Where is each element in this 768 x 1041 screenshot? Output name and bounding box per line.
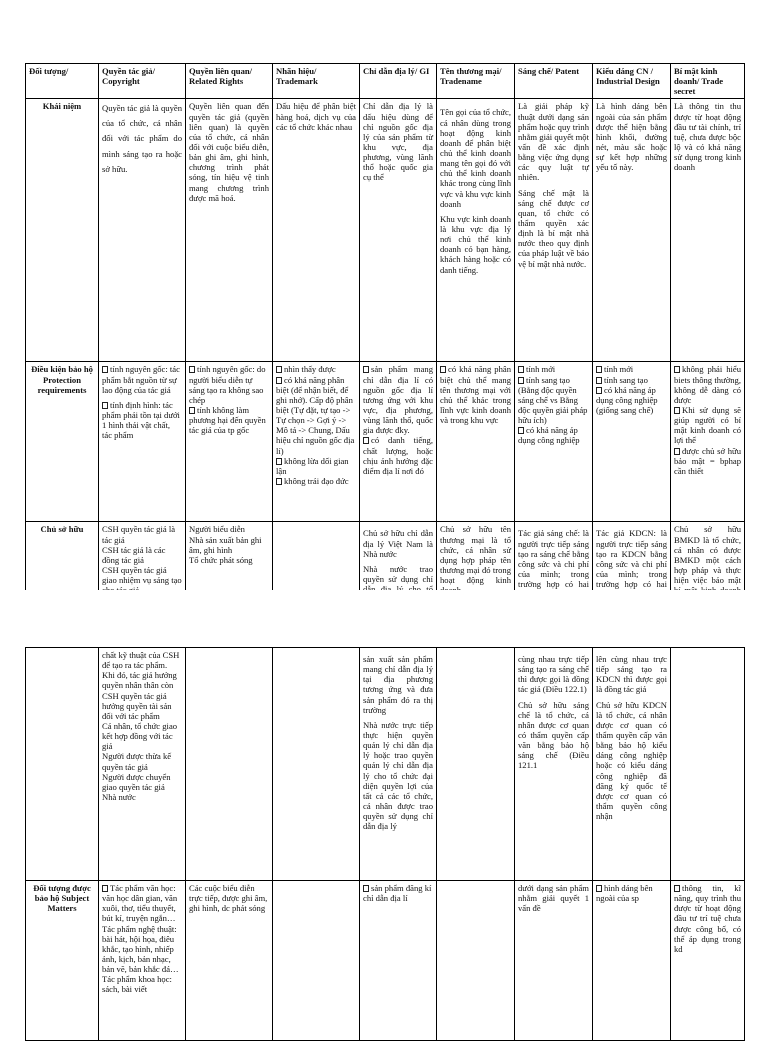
cell-paragraph: Chỉ dẫn địa lý là dấu hiệu dùng để chỉ nguồn gốc địa lý của sản phẩm từ khu vực, địa phương, vùng lãnh thổ hoặc quốc gia cụ thể [363,101,433,183]
checkbox-icon [276,377,282,384]
cell-paragraph: tính mới [596,364,667,374]
cell-paragraph: dưới dạng sản phẩm nhằm giải quyết 1 vấn đề [518,883,589,914]
cell-paragraph: tính nguyên gốc: tác phẩm bắt nguồn từ sự lao động của tác giả [102,364,180,395]
cell-paragraph: Nhà sản xuất bản ghi âm, ghi hình [189,534,262,555]
checkbox-icon [102,885,108,892]
cell-paragraph: sản phẩm mang chỉ dẫn địa lí có nguồn gốc địa lí tương ứng với khu vực, địa phương, vùng lãnh thổ, quốc gia được đky. [363,364,433,436]
cell-paragraph: Là hình dáng bên ngoài của sản phẩm được thể hiện bằng hình khối, đường nét, màu sắc hoặc sự kết hợp những yếu tố này. [596,101,667,173]
table-cell [360,648,437,881]
cell-paragraph: tính định hình: tác phẩm phải tồn tại dưới 1 hình thái vật chất, tác phẩm [102,399,180,441]
cell-paragraph: CSH quyền tác giả giao nhiệm vụ sáng tạo [102,564,182,586]
cell-paragraph: Tác giả sáng chế: là người trực tiếp sáng tạo ra sáng chế bằng công sức và chi phí của mình; trong trường hợp có hai [518,528,589,590]
cell-paragraph: nhìn thấy được [276,364,356,374]
cell-paragraph: Chủ sở hữu chỉ dẫn địa lý Việt Nam là Nhà nước [363,528,433,559]
table-cell [593,881,671,1041]
checkbox-icon [276,366,282,373]
checkbox-icon [518,366,524,373]
table-row-protection-requirements [26,362,745,522]
cell-paragraph: Chủ sở hữu sáng chế là tổ chức, cá nhân được cơ quan có thẩm quyền cấp văn bằng bảo hộ sáng chế (Điều 121.1 [518,699,589,771]
table-cell [515,881,593,1041]
checkbox-icon [596,885,602,892]
table-row-owner-continued [26,648,745,881]
cell-paragraph: Người được thừa kế quyền tác giả [102,751,172,772]
table-cell [99,362,186,522]
cell-paragraph: có khả năng phân biệt (để nhận biết, để ghi nhớ). Cấp độ phân biệt (Tự đặt, tự tạo -> Tự chọn -> Gợi ý -> Mô tả -> Chung, Dấu hiệu chỉ nguồn gốc địa lí) [276,374,355,456]
cell-paragraph: tính sang tạo (Bằng độc quyền sáng chế vs Bằng độc quyền giải pháp hữu ích) [518,374,588,426]
ip-comparison-table-page1 [25,63,745,624]
cell-paragraph: Dấu hiệu để phân biệt hàng hoá, dịch vụ của các tổ chức khác nhau [276,101,356,132]
cell-paragraph: Quyền tác giả là quyền của tổ chức, cá nhân đối với tác phẩm do mình sáng tạo ra hoặc sở hữu. [102,103,182,174]
checkbox-icon [363,437,369,444]
table-cell [671,648,745,881]
cell-paragraph: Chủ sở hữu KDCN là tổ chức, cá nhân được cơ quan có thẩm quyền cấp văn bằng bảo hộ kiểu dáng công nghiệp hoặc có kiểu dáng công nghiệp đã đăng ký quốc tế được cơ quan có thẩm quyền công nhận [596,699,667,822]
cell-paragraph: Nhà nước trao quyền sử dụng chỉ [363,563,433,584]
table-cell [671,881,745,1041]
cell-paragraph: Quyền liên quan đến quyền tác giả (quyền liên quan) là quyền của tổ chức, cá nhân đối với cuộc biểu diễn, bản ghi âm, ghi hình, chương trình phát sóng, tín hiệu vệ tinh mang chương trình được mã hoá. [189,101,269,203]
cell-paragraph: sản phẩm đăng kí chỉ dẫn địa lí [363,883,432,904]
cell-paragraph: Chủ sở hữu tên thương mại là tổ chức, cá nhân sử dụng hợp pháp tên thương mại đó trong hoạt động kinh [440,524,511,586]
cell-paragraph: được chủ sở hữu bảo mật = bphap cần thiết [674,445,741,476]
table-cell [99,648,186,881]
table-cell [593,648,671,881]
cell-paragraph: tính nguyên gốc: do người biểu diễn tự sáng tạo ra không sao chép [189,364,266,405]
cell-paragraph: có khả năng áp dụng công nghiệp [518,425,580,446]
cell-paragraph: Cá nhân, tổ chức giao kết hợp đồng với tác giả [102,720,178,752]
header-cell: Kiểu dáng CN / Industrial Design [593,64,671,99]
cell-paragraph: không lừa dối gian lận [276,455,349,476]
cell-paragraph: chất kỹ thuật của CSH để tạo ra tác phẩm. Khi đó, tác giả hưởng quyền nhân thân còn CSH quyền tác giả hưởng quyền tài sản đối với tác phẩm [102,650,180,721]
table-row-subject-matters [26,881,745,1041]
checkbox-icon [440,366,446,373]
table-cell [360,99,437,362]
table-cell [99,881,186,1041]
table-cell [186,362,273,522]
header-cell: Đối tượng/ [26,64,99,99]
table-cell [593,362,671,522]
cell-paragraph: Sáng chế mật là sáng chế được cơ quan, tổ chức có thẩm quyền xác định là bí mật nhà nước theo quy định của pháp luật về bảo vệ bí mật nhà nước. [518,187,589,269]
checkbox-icon [596,377,602,384]
cell-paragraph: Nhà nước [102,791,136,802]
table-cell [273,362,360,522]
header-cell: Quyền liên quan/ Related Rights [186,64,273,99]
checkbox-icon [596,366,602,373]
table-cell [360,362,437,522]
table-header-row [26,64,745,99]
row-label: Chủ sở hữu [26,522,99,624]
checkbox-icon [674,448,680,455]
checkbox-icon [674,885,680,892]
cell-paragraph: Là thông tin thu được từ hoạt động đầu tư tài chính, trí tuệ, chưa được bộc lộ và có khả năng sử dụng trong kinh doanh [674,101,741,173]
cell-paragraph: lên cùng nhau trực tiếp sáng tạo ra KDCN thì được gọi là đồng tác giả [596,654,667,695]
cell-paragraph: tính sang tạo [596,375,667,385]
table-cell [186,648,273,881]
table-cell [437,881,515,1041]
checkbox-icon [674,407,680,414]
table-cell [360,881,437,1041]
table-cell [671,362,745,522]
ip-comparison-table-page2 [25,647,745,1041]
cell-paragraph: Nhà nước trực tiếp thực hiện quyền quản lý chỉ dẫn địa lý hoặc trao quyền quản lý chỉ dẫn địa lý cho tổ chức đại diện quyền lợi của tất cả các tổ chức, cá nhân được trao quyền sử dụng chỉ dẫn địa lý [363,719,433,832]
checkbox-icon [596,387,602,394]
checkbox-icon [189,366,195,373]
cell-paragraph: Tác phẩm nghệ thuật: bài hát, hội họa, điêu khắc, tạo hình, nhiếp ảnh, kịch, bản nhạc, bản vẽ, bản khắc đá… [102,923,179,975]
table-cell [515,648,593,881]
checkbox-icon [102,402,108,409]
table-cell [515,99,593,362]
table-cell [273,648,360,881]
cell-paragraph: có khả năng áp dụng công nghiệp (giống sang chế) [596,384,658,415]
cell-paragraph: hình dáng bên ngoài của sp [596,883,653,904]
header-cell: Tên thương mại/ Tradename [437,64,515,99]
cell-paragraph: Người được chuyển giao quyền tác giả [102,771,171,792]
cell-paragraph: thông tin, kĩ năng, quy trình thu được từ hoạt động đầu tư trí tuệ chưa được công bố, có thể áp dụng trong kd [674,883,741,954]
cell-paragraph: Khu vực kinh doanh là khu vực địa lý nơi chủ thể kinh doanh có bạn hàng, khách hàng hoặc có danh tiếng. [440,213,511,275]
table-cell [437,362,515,522]
cell-paragraph: Là giải pháp kỹ thuật dưới dạng sản phẩm hoặc quy trình nhằm giải quyết một vấn đề xác định bằng việc ứng dụng các quy luật tự nhiên. [518,101,589,183]
header-cell: Sáng chế/ Patent [515,64,593,99]
checkbox-icon [102,366,108,373]
table-cell [437,648,515,881]
checkbox-icon [276,478,282,485]
cell-paragraph: Khi sử dụng sẽ giúp người có bí mật kinh doanh có lợi thế [674,404,741,446]
cell-paragraph: Các cuộc biểu diễn trực tiếp, được ghi âm, ghi hình, dc phát sóng [189,883,268,914]
cell-paragraph: CSH quyền tác giả là tác giả [102,524,176,545]
row-label [26,648,99,881]
cell-paragraph: tính mới [518,364,589,374]
cell-paragraph: cùng nhau trực tiếp sáng tạo ra sáng chế thì được gọi là đồng tác giả (Điều 122.1) [518,654,589,695]
table-cell [273,881,360,1041]
checkbox-icon [518,377,524,384]
header-cell: Bí mật kinh doanh/ Trade secret [671,64,745,99]
table-cell [671,99,745,362]
cell-paragraph: Tác phẩm khoa học: sách, bài viết [102,974,172,995]
table-cell [273,99,360,362]
cell-paragraph: tính không làm phương hại đến quyền tác giả của tp gốc [189,404,266,436]
header-cell: Quyền tác giả/ Copyright [99,64,186,99]
checkbox-icon [189,407,195,414]
cell-paragraph: có danh tiếng, chất lượng, hoặc chịu ảnh hưởng đặc điểm địa lí nơi đó [363,435,433,476]
cell-paragraph: Tác giả KDCN: là người trực tiếp sáng tạo ra KDCN bằng công sức và chi phí của mình; trong trường hợp có hai [596,528,667,590]
row-label: Khái niệm [26,99,99,362]
table-cell [186,881,273,1041]
cell-paragraph: không trái đạo đức [276,476,356,486]
header-cell: Nhãn hiệu/ Trademark [273,64,360,99]
row-label: Đối tượng được bảo hộ Subject Matters [26,881,99,1041]
table-row-concept [26,99,745,362]
page-break-gap [0,590,768,646]
cell-paragraph: không phải hiểu biets thông thường, không dễ dàng có được [674,364,741,405]
checkbox-icon [363,885,369,892]
cell-paragraph: CSH tác giả là các đồng tác giả [102,544,166,565]
cell-paragraph: Tác phẩm văn học: văn học dân gian, văn xuôi, thơ, tiểu thuyết, bút kí, truyện ngắn… [102,883,178,924]
table-cell [186,99,273,362]
table-cell [515,362,593,522]
cell-paragraph: Tổ chức phát sóng [189,554,253,565]
table-cell [437,99,515,362]
cell-paragraph: Chủ sở hữu BMKD là tổ chức, cá nhân có được BMKD một cách hợp pháp và thực hiện việc bảo mật [674,524,741,586]
cell-paragraph: Tên gọi của tổ chức, cá nhân dùng trong hoạt động kinh doanh để phân biệt chủ thể kinh doanh mang tên gọi đó với chủ thể kinh doanh khác trong cùng lĩnh vực và khu vực kinh doanh [440,107,511,209]
checkbox-icon [674,366,680,373]
checkbox-icon [518,427,524,434]
cell-paragraph: sản xuất sản phẩm mang chỉ dẫn địa lý tại địa phương tương ứng và đưa sản phẩm đó ra thị trường [363,654,433,715]
table-cell [593,99,671,362]
cell-paragraph: Người biểu diễn [189,524,245,535]
checkbox-icon [363,366,369,373]
cell-paragraph: có khả năng phân biệt chủ thể mang tên thương mại với chủ thể khác trong lĩnh vực kinh doanh và trong khu vực [440,364,511,426]
row-label: Điều kiện bảo hộ Protection requirements [26,362,99,522]
checkbox-icon [276,458,282,465]
table-cell [99,99,186,362]
header-cell: Chỉ dẫn địa lý/ GI [360,64,437,99]
